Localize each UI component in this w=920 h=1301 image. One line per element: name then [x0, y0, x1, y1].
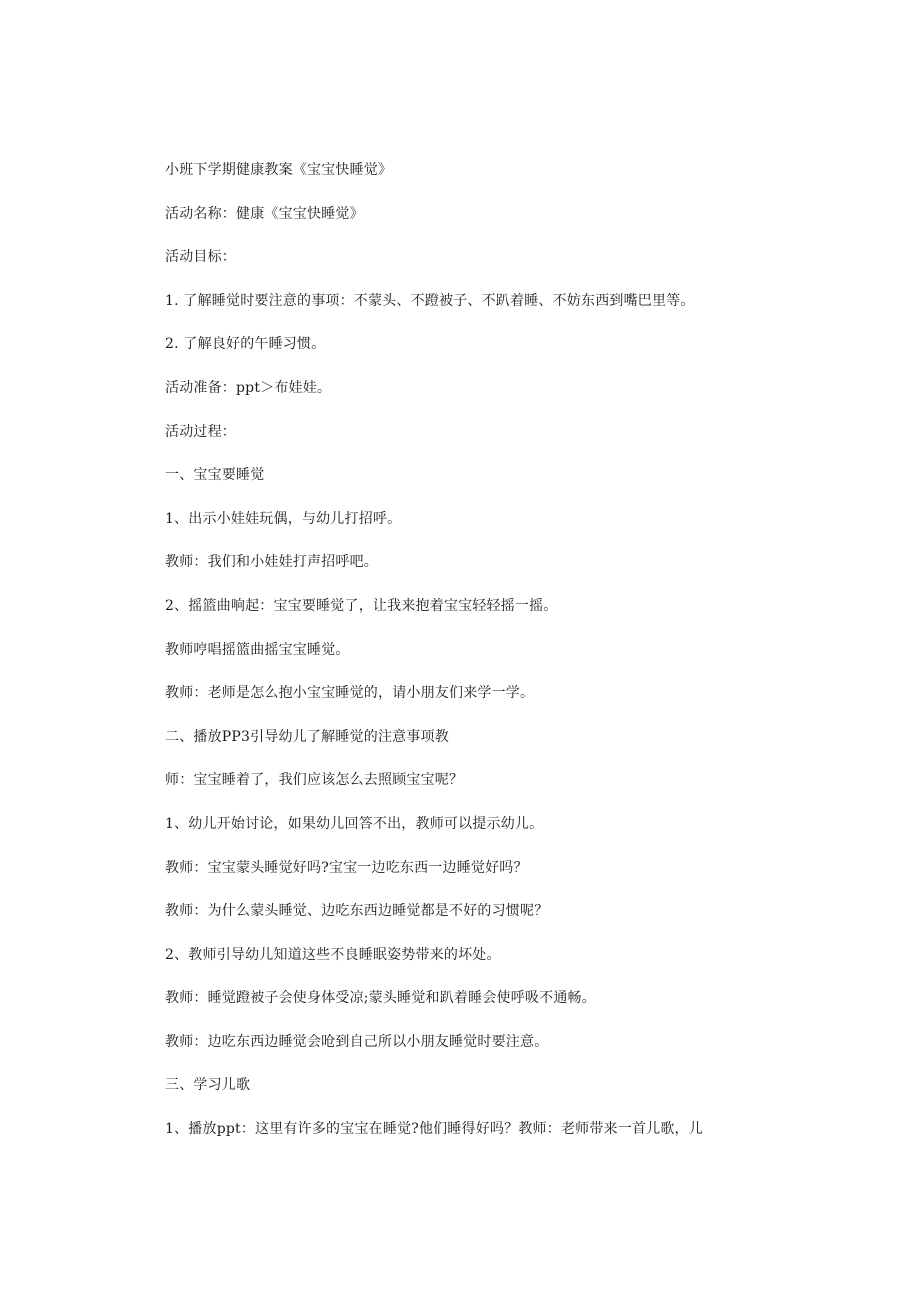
- activity-preparation: 活动准备：ppt＞布娃娃。: [165, 379, 332, 396]
- goal-item-2: 2. 了解良好的午睡习惯。: [165, 336, 326, 353]
- paragraph: 教师：边吃东西边睡觉会呛到自己所以小朋友睡觉时要注意。: [165, 1033, 549, 1050]
- goal-item-1: 1. 了解睡觉时要注意的事项：不蒙头、不蹬被子、不趴着睡、不妨东西到嘴巴里等。: [165, 292, 695, 309]
- paragraph: 教师：老师是怎么抱小宝宝睡觉的，请小朋友们来学一学。: [165, 685, 535, 702]
- document-body: [165, 160, 765, 1163]
- paragraph: 1、出示小娃娃玩偶，与幼儿打招呼。: [165, 510, 402, 527]
- process-part-3-heading: 三、学习儿歌: [165, 1077, 251, 1094]
- paragraph: 1、幼儿开始讨论，如果幼儿回答不出，教师可以提示幼儿。: [165, 815, 544, 832]
- paragraph: 教师哼唱摇篮曲摇宝宝睡觉。: [165, 641, 350, 658]
- paragraph: 师：宝宝睡着了，我们应该怎么去照顾宝宝呢？: [165, 772, 464, 789]
- section-heading-goals: 活动目标：: [165, 249, 236, 266]
- process-part-2-heading: 二、播放PP3引导幼儿了解睡觉的注意事项教: [165, 728, 449, 745]
- paragraph: 教师：宝宝蒙头睡觉好吗?宝宝一边吃东西一边睡觉好吗？: [165, 859, 528, 876]
- paragraph: 2、摇篮曲响起：宝宝要睡觉了，让我来抱着宝宝轻轻摇一摇。: [165, 597, 558, 614]
- paragraph: 教师：睡觉蹬被子会使身体受凉;蒙头睡觉和趴着睡会使呼吸不通畅。: [165, 990, 596, 1007]
- paragraph: 教师：我们和小娃娃打声招呼吧。: [165, 554, 378, 571]
- paragraph: 教师：为什么蒙头睡觉、边吃东西边睡觉都是不好的习惯呢？: [165, 903, 549, 920]
- paragraph: 1、播放ppt：这里有许多的宝宝在睡觉?他们睡得好吗？教师：老师带来一首儿歌，儿: [165, 1121, 703, 1138]
- activity-name: 活动名称：健康《宝宝快睡觉》: [165, 205, 364, 222]
- section-heading-process: 活动过程：: [165, 423, 236, 440]
- paragraph: 2、教师引导幼儿知道这些不良睡眠姿势带来的坏处。: [165, 946, 501, 963]
- document-title: 小班下学期健康教案《宝宝快睡觉》: [165, 162, 393, 178]
- process-part-1-heading: 一、宝宝要睡觉: [165, 467, 265, 484]
